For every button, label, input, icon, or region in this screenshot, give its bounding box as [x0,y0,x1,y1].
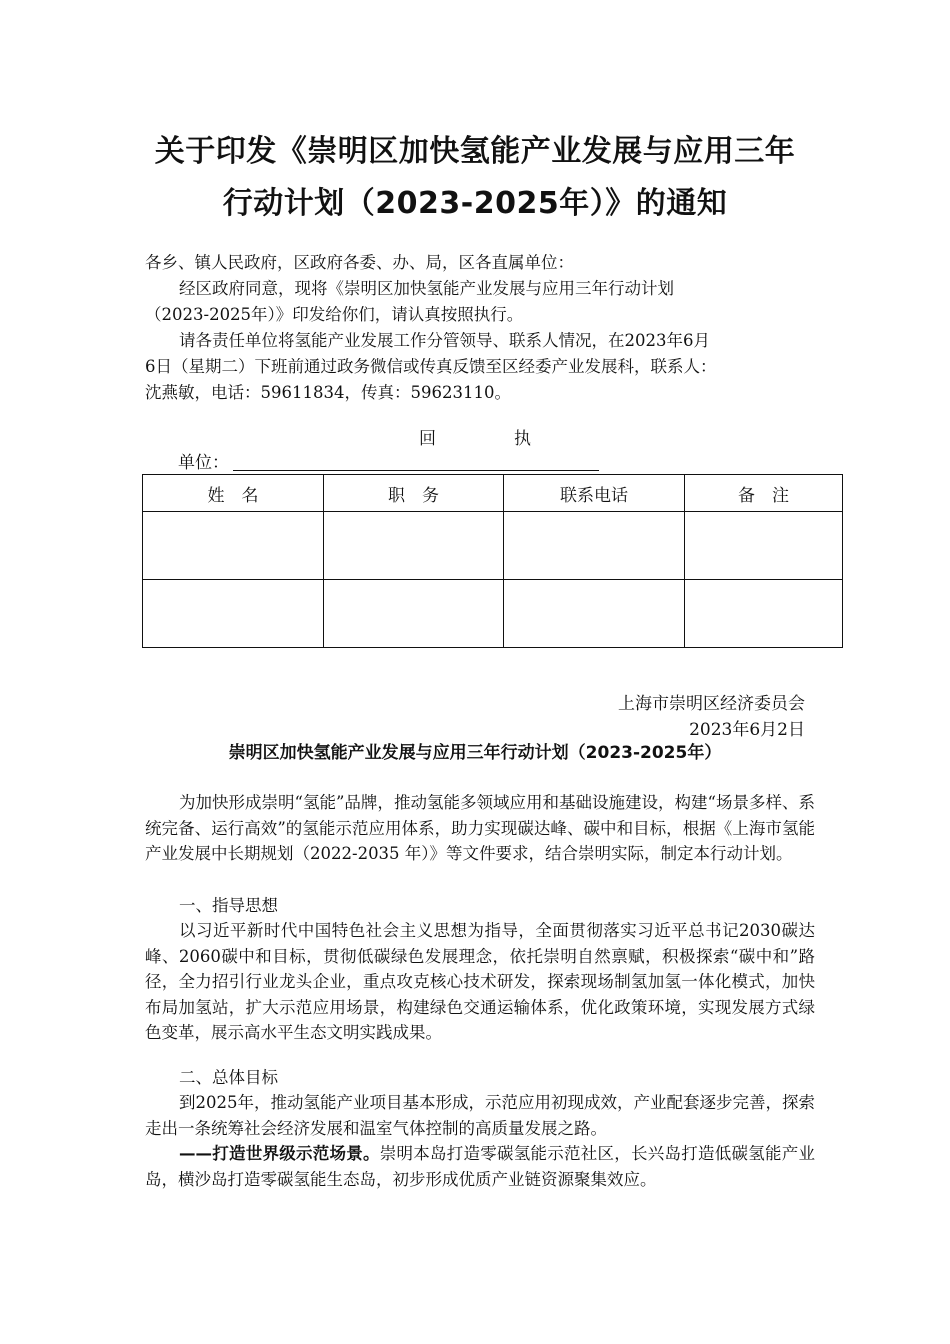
document-title-line-2: 行动计划（2023-2025年）》的通知 [222,186,728,221]
section-2-heading: 二、总体目标 [179,1068,278,1087]
header-remarks: 备 注 [685,475,843,512]
section-1-text: 以习近平新时代中国特色社会主义思想为指导，全面贯彻落实习近平总书记2030碳达峰、2060碳中和目标，贯彻低碳绿色发展理念，依托崇明自然禀赋，积极探索“碳中和”路径，全力招引行业龙头企业，重点攻克核心技术研发，探索现场制氢加氢一体化模式，加快布局加氢站，扩大示范应用场景，构建绿色交通运输体系，优化政策环境，实现发展方式绿色变革，展示高水平生态文明实践成果。 [145,921,815,1042]
notice-paragraph-1-line-2: （2023-2025年）》印发给你们，请认真按照执行。 [145,305,524,324]
header-position: 职 务 [324,475,504,512]
unit-label: 单位： [178,453,229,473]
signature-org: 上海市崇明区经济委员会 [618,694,805,714]
document-title-line-1: 关于印发《崇明区加快氢能产业发展与应用三年 [154,134,796,169]
blank-cell [504,512,685,580]
section-2-text: 到2025年，推动氢能产业项目基本形成，示范应用初现成效，产业配套逐步完善，探索走出一条统筹社会经济发展和温室气体控制的高质量发展之路。 [145,1093,815,1138]
receipt-header-row [143,475,843,512]
blank-cell [685,512,843,580]
goal-heading: ——打造世界级示范场景。 [179,1144,380,1163]
goal-text: 崇明本岛打造零碳氢能示范社区，长兴岛打造低碳氢能产业岛，横沙岛打造零碳氢能生态岛，初步形成优质产业链资源聚集效应。 [145,1144,815,1189]
receipt-title: 回执 [419,429,609,449]
blank-cell [324,580,504,648]
blank-cell [685,580,843,648]
receipt-table [142,474,843,648]
salutation: 各乡、镇人民政府，区政府各委、办、局，区各直属单位： [145,253,574,272]
unit-fill-line [233,470,599,471]
blank-cell [143,580,324,648]
header-phone: 联系电话 [504,475,685,512]
header-name: 姓 名 [143,475,324,512]
receipt-blank-row [143,580,843,648]
section-2-goal [145,1141,815,1192]
notice-paragraph-2-line-3: 沈燕敏，电话：59611834，传真：59623110。 [145,383,511,402]
section-1-heading: 一、指导思想 [179,896,278,915]
notice-paragraph-2-line-1: 请各责任单位将氢能产业发展工作分管领导、联系人情况，在2023年6月 [179,331,710,350]
notice-paragraph-2-line-2: 6日（星期二）下班前通过政务微信或传真反馈至区经委产业发展科，联系人： [145,357,717,376]
blank-cell [324,512,504,580]
plan-title: 崇明区加快氢能产业发展与应用三年行动计划（2023-2025年） [228,743,722,763]
blank-cell [143,512,324,580]
blank-cell [504,580,685,648]
notice-paragraph-1-line-1: 经区政府同意，现将《崇明区加快氢能产业发展与应用三年行动计划 [179,279,674,298]
plan-intro: 为加快形成崇明“氢能”品牌，推动氢能多领域应用和基础设施建设，构建“场景多样、系统完备、运行高效”的氢能示范应用体系，助力实现碳达峰、碳中和目标，根据《上海市氢能产业发展中长期规划（2022-2035 年）》等文件要求，结合崇明实际，制定本行动计划。 [145,793,815,863]
signature-date: 2023年6月2日 [689,720,805,740]
receipt-blank-row [143,512,843,580]
